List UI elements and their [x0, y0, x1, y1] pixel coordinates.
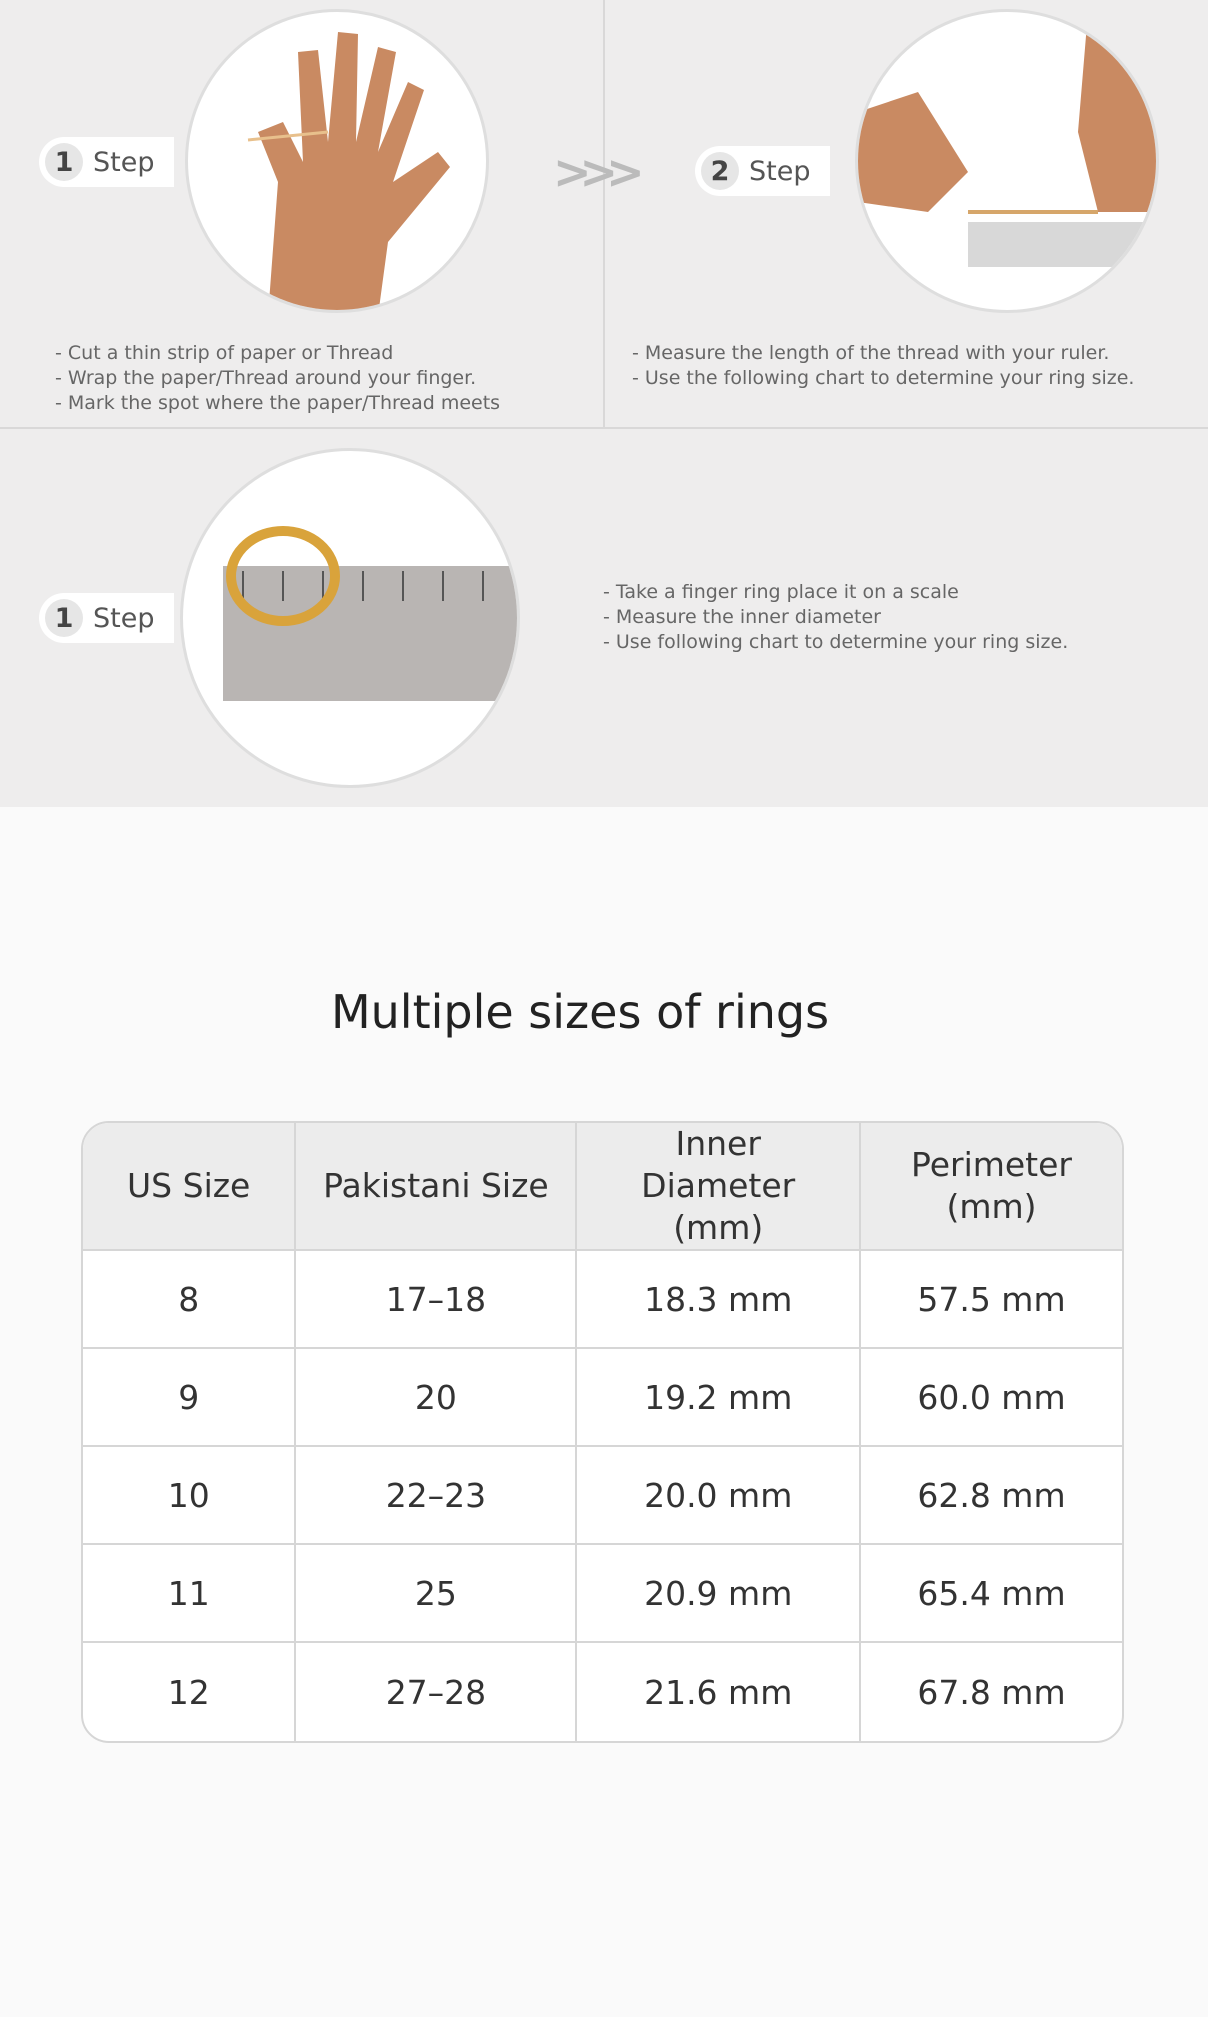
step-label: Step: [93, 146, 155, 178]
step-number: 1: [45, 599, 83, 637]
table-cell: 62.8 mm: [861, 1447, 1122, 1545]
hand-wrap-image: [185, 9, 489, 313]
table-cell: 11: [83, 1545, 296, 1643]
step-badge: [39, 137, 174, 187]
table-header-row: [83, 1123, 1122, 1251]
divider: [0, 427, 1208, 429]
instruction: - Measure the inner diameter: [603, 606, 881, 628]
divider: [603, 0, 605, 428]
chevrons-right-icon: >>>: [553, 145, 633, 199]
step1-instructions: [55, 341, 500, 416]
instruction: - Use the following chart to determine your ring size.: [632, 367, 1135, 389]
step-badge: [39, 593, 174, 643]
ring-scale-icon: [183, 451, 520, 788]
column-header: Inner Diameter (mm): [577, 1123, 861, 1251]
instruction: - Wrap the paper/Thread around your finger.: [55, 367, 477, 389]
instruction: - Mark the spot where the paper/Thread meets: [55, 392, 501, 414]
table-cell: 27–28: [296, 1643, 577, 1741]
ring-on-scale-image: [180, 448, 520, 788]
table-cell: 20.0 mm: [577, 1447, 861, 1545]
table-cell: 25: [296, 1545, 577, 1643]
table-cell: 20.9 mm: [577, 1545, 861, 1643]
step2-instructions: [632, 341, 1134, 391]
instruction: - Measure the length of the thread with your ruler.: [632, 342, 1110, 364]
column-header: US Size: [83, 1123, 296, 1251]
table-cell: 57.5 mm: [861, 1251, 1122, 1349]
page-title: Multiple sizes of rings: [330, 985, 830, 1039]
table-cell: 21.6 mm: [577, 1643, 861, 1741]
instruction: - Take a finger ring place it on a scale: [603, 581, 959, 603]
table-row: [83, 1447, 1122, 1545]
step3-instructions: [603, 580, 1068, 655]
table-cell: 12: [83, 1643, 296, 1741]
step-number: 1: [45, 143, 83, 181]
ruler-icon: [858, 12, 1159, 313]
instruction: - Cut a thin strip of paper or Thread: [55, 342, 394, 364]
table-cell: 67.8 mm: [917, 1672, 1066, 1712]
column-header: Perimeter (mm): [861, 1123, 1122, 1251]
table-cell: 19.2 mm: [577, 1349, 861, 1447]
table-cell: 10: [83, 1447, 296, 1545]
table-cell: 22–23: [296, 1447, 577, 1545]
ring-size-table: [81, 1121, 1124, 1743]
hand-icon: [188, 12, 489, 313]
table-row: [83, 1349, 1122, 1447]
table-cell: 20: [296, 1349, 577, 1447]
table-cell: 9: [83, 1349, 296, 1447]
instruction: - Use following chart to determine your ring size.: [603, 631, 1069, 653]
table-cell: 65.4 mm: [861, 1545, 1122, 1643]
ring-measure-guide: [0, 0, 1208, 807]
column-header: Pakistani Size: [296, 1123, 577, 1251]
table-cell: 8: [83, 1251, 296, 1349]
step-badge: [695, 146, 830, 196]
table-cell: 60.0 mm: [861, 1349, 1122, 1447]
thread-ruler-image: [855, 9, 1159, 313]
step-label: Step: [749, 155, 811, 187]
table-cell: 17–18: [296, 1251, 577, 1349]
step-number: 2: [701, 152, 739, 190]
step-label: Step: [93, 602, 155, 634]
table-row: [83, 1251, 1122, 1349]
table-row: [83, 1545, 1122, 1643]
table-cell: 18.3 mm: [577, 1251, 861, 1349]
table-row: [83, 1643, 1122, 1741]
